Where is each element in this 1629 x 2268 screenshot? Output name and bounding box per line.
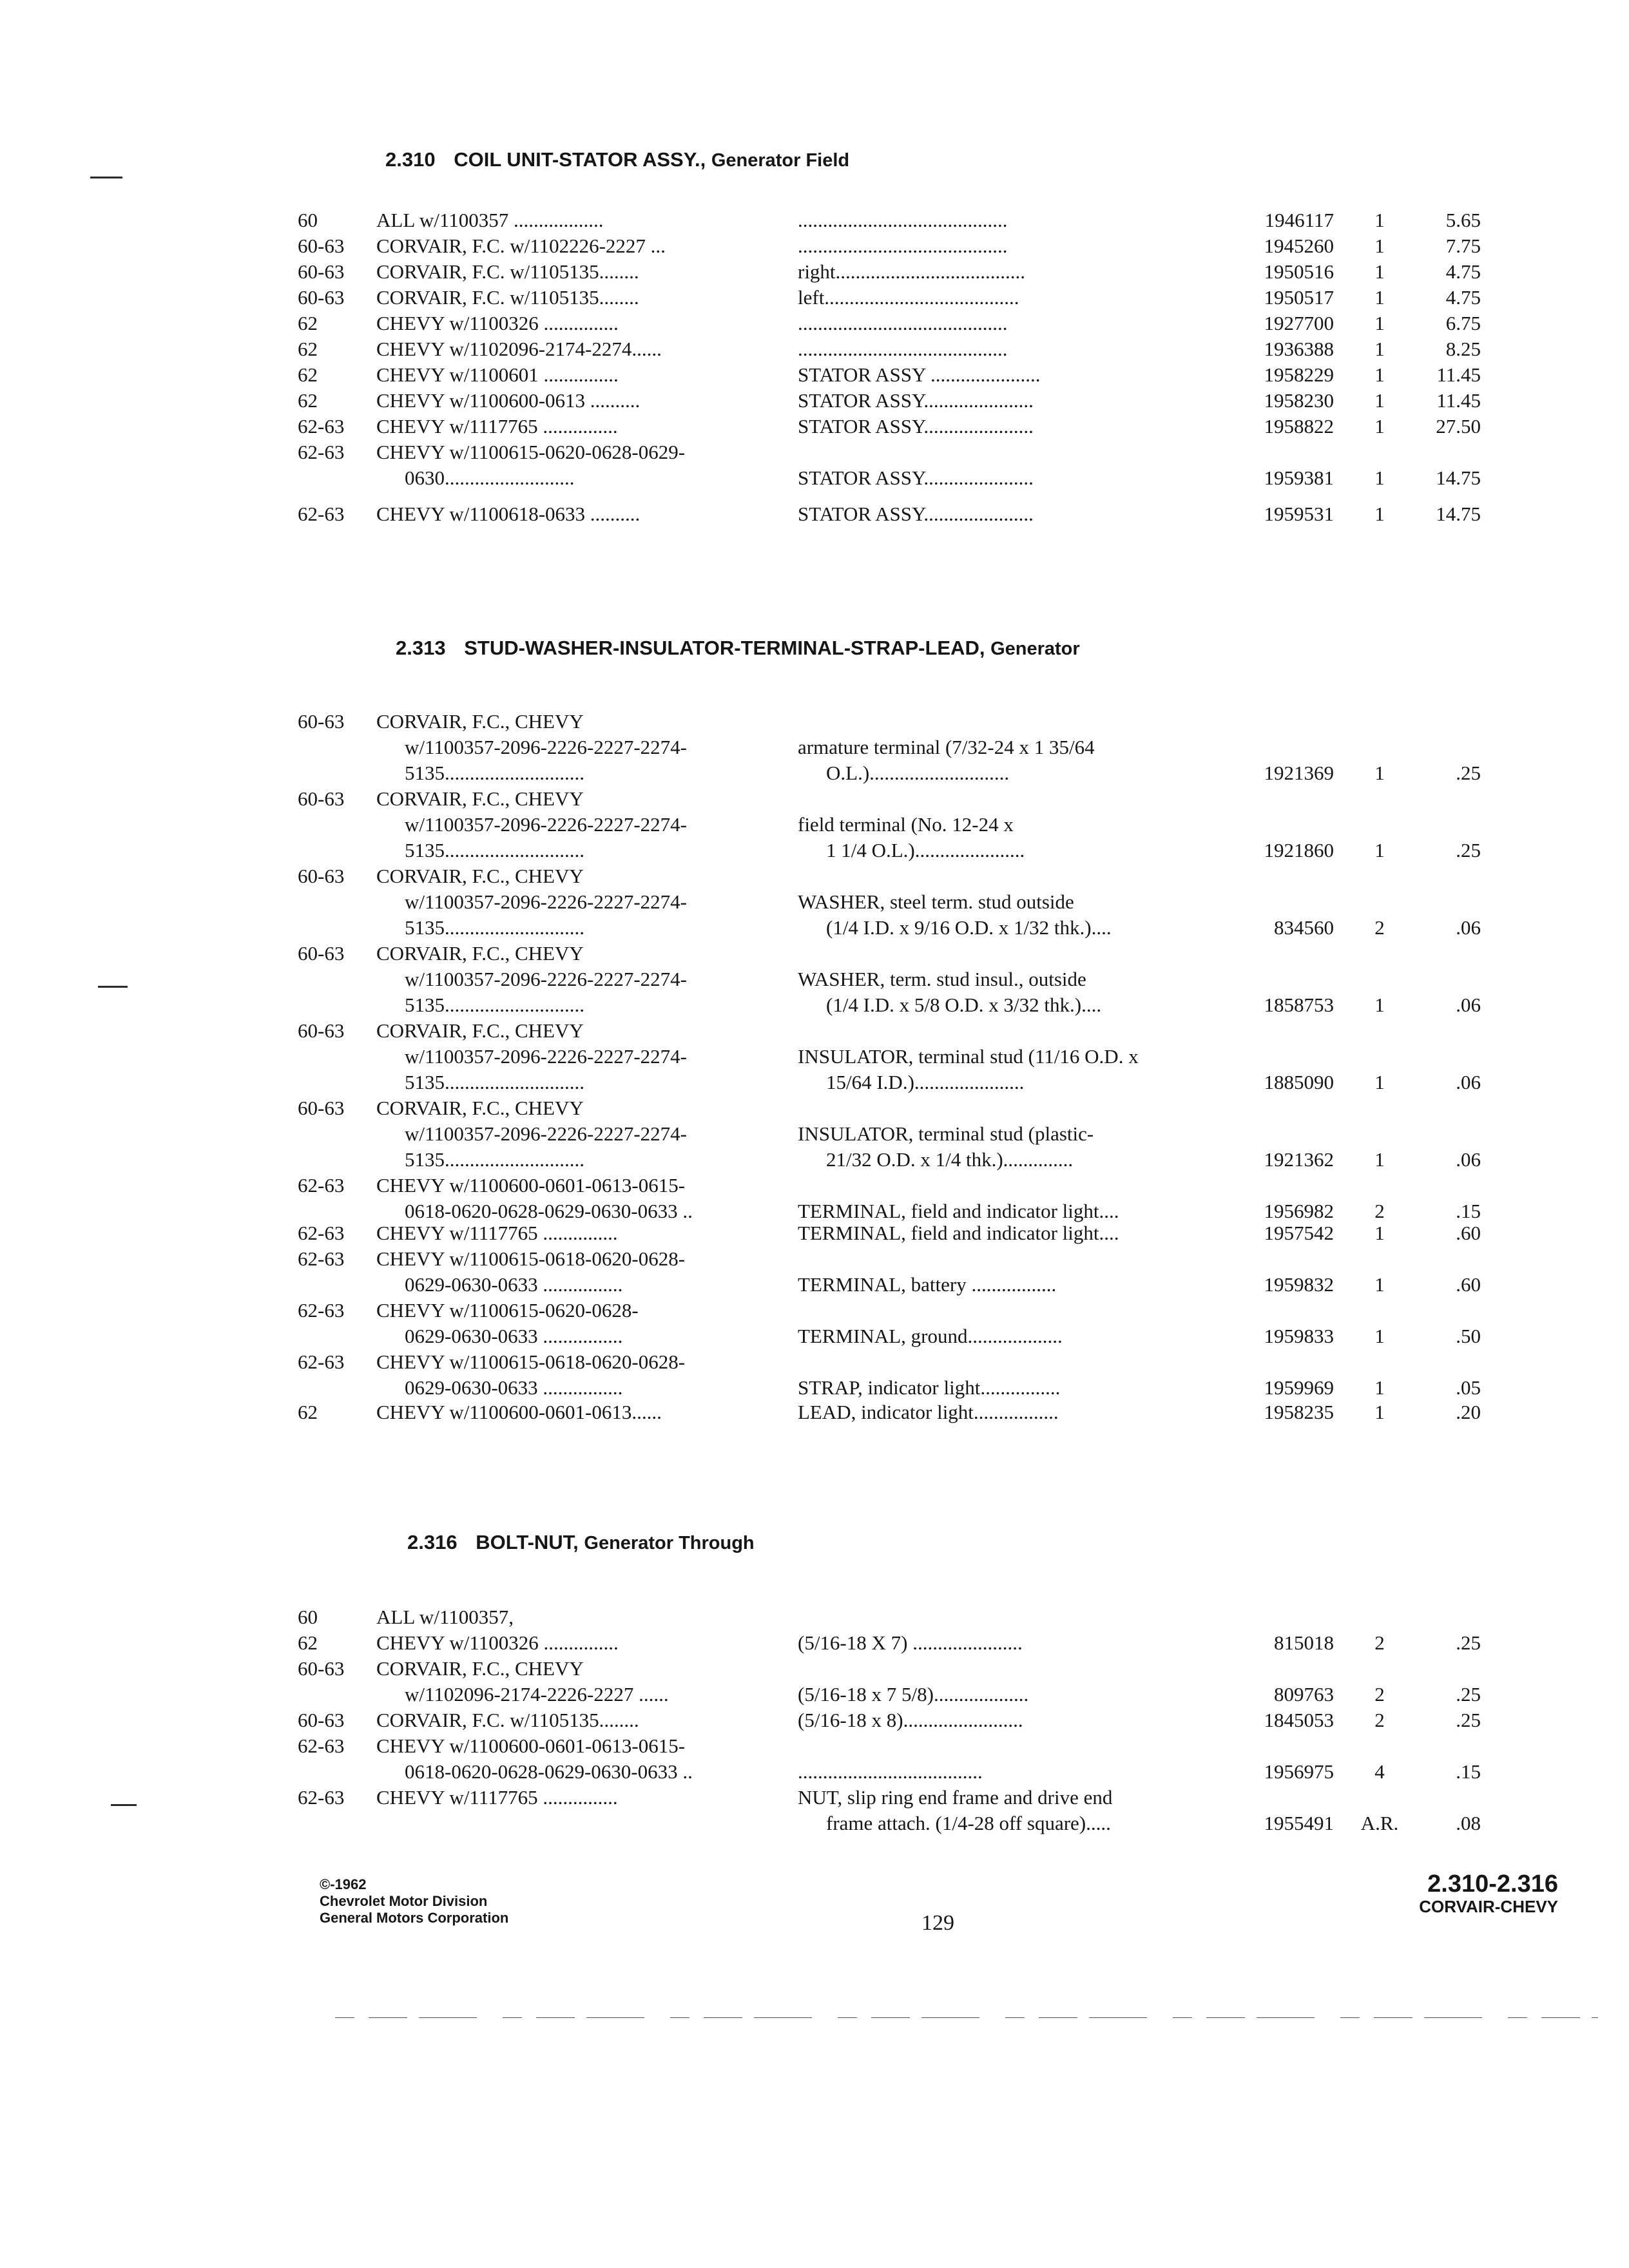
quantity: 1 bbox=[1374, 363, 1385, 386]
price: .25 bbox=[1456, 1683, 1481, 1706]
page-bottom-rule bbox=[335, 2017, 1598, 2018]
application bbox=[376, 1785, 763, 1811]
part-number: 1958822 bbox=[1264, 415, 1334, 437]
description-line: right...................................... bbox=[798, 260, 1026, 283]
application-line: w/1100357-2096-2226-2227-2274- bbox=[405, 890, 687, 913]
quantity: 1 bbox=[1374, 389, 1385, 412]
description bbox=[798, 285, 1242, 311]
margin-mark bbox=[111, 1804, 137, 1806]
application bbox=[376, 709, 763, 786]
description-line: .......................................... bbox=[798, 235, 1008, 257]
application bbox=[376, 311, 763, 336]
part-number: 1958230 bbox=[1264, 389, 1334, 412]
description bbox=[798, 812, 1242, 863]
price: .05 bbox=[1456, 1376, 1481, 1399]
model-year: 62-63 bbox=[298, 503, 345, 525]
section-number: 2.313 bbox=[396, 637, 446, 659]
description-line: 21/32 O.D. x 1/4 thk.).............. bbox=[826, 1148, 1074, 1171]
part-number: 1955491 bbox=[1264, 1812, 1334, 1834]
application bbox=[376, 1246, 763, 1298]
section-title: COIL UNIT-STATOR ASSY., bbox=[454, 148, 706, 171]
model-year: 62 bbox=[298, 389, 318, 412]
application-line: w/1100357-2096-2226-2227-2274- bbox=[405, 736, 687, 758]
application-line: CORVAIR, F.C., CHEVY bbox=[376, 865, 584, 887]
quantity: 1 bbox=[1374, 466, 1385, 489]
application bbox=[376, 1298, 763, 1349]
description-line: TERMINAL, ground................... bbox=[798, 1325, 1063, 1347]
price: .08 bbox=[1456, 1812, 1481, 1834]
price: .25 bbox=[1456, 1709, 1481, 1731]
part-number: 1927700 bbox=[1264, 312, 1334, 334]
model-year: 62-63 bbox=[298, 1350, 345, 1373]
model-year: 60 bbox=[298, 209, 318, 231]
application bbox=[376, 336, 763, 362]
price: 27.50 bbox=[1436, 415, 1481, 437]
application bbox=[376, 1095, 763, 1173]
part-number: 1950516 bbox=[1264, 260, 1334, 283]
model-year: 62 bbox=[298, 363, 318, 386]
application bbox=[376, 1656, 763, 1707]
application-line: CHEVY w/1100326 ............... bbox=[376, 1631, 619, 1654]
description-line: .......................................... bbox=[798, 338, 1008, 360]
quantity: 1 bbox=[1374, 762, 1385, 784]
quantity: 1 bbox=[1374, 415, 1385, 437]
application-line: 5135............................ bbox=[405, 1071, 584, 1093]
application bbox=[376, 1018, 763, 1095]
application-line: CHEVY w/1100600-0601-0613...... bbox=[376, 1401, 662, 1423]
application bbox=[376, 1173, 763, 1224]
description-line: (5/16-18 x 8)........................ bbox=[798, 1709, 1023, 1731]
quantity: 2 bbox=[1374, 1631, 1385, 1654]
description-line: .......................................... bbox=[798, 312, 1008, 334]
description bbox=[798, 1044, 1242, 1095]
description-line: STRAP, indicator light................ bbox=[798, 1376, 1061, 1399]
part-number: 1885090 bbox=[1264, 1071, 1334, 1093]
application bbox=[376, 1707, 763, 1733]
model-year: 60-63 bbox=[298, 235, 345, 257]
price: 11.45 bbox=[1436, 389, 1481, 412]
section-title: STUD-WASHER-INSULATOR-TERMINAL-STRAP-LEAD, bbox=[464, 637, 985, 659]
price: 7.75 bbox=[1445, 235, 1481, 257]
price: 11.45 bbox=[1436, 363, 1481, 386]
application bbox=[376, 1220, 763, 1246]
application-line: CHEVY w/1100600-0613 .......... bbox=[376, 389, 641, 412]
description-line: 1 1/4 O.L.)...................... bbox=[826, 839, 1025, 861]
description-line: (1/4 I.D. x 5/8 O.D. x 3/32 thk.).... bbox=[826, 994, 1102, 1016]
part-number: 815018 bbox=[1274, 1631, 1334, 1654]
description-line: STATOR ASSY...................... bbox=[798, 389, 1034, 412]
description bbox=[798, 1630, 1242, 1656]
price: 4.75 bbox=[1445, 286, 1481, 309]
application bbox=[376, 1349, 763, 1401]
price: .20 bbox=[1456, 1401, 1481, 1423]
application-line: CORVAIR, F.C., CHEVY bbox=[376, 1097, 584, 1119]
quantity: A.R. bbox=[1360, 1812, 1399, 1834]
description-line: STATOR ASSY...................... bbox=[798, 415, 1034, 437]
price: .06 bbox=[1456, 1148, 1481, 1171]
description-line: frame attach. (1/4-28 off square)..... bbox=[826, 1812, 1111, 1834]
description bbox=[798, 1604, 1242, 1630]
model-year: 60-63 bbox=[298, 1657, 345, 1680]
price: .06 bbox=[1456, 916, 1481, 939]
model-year: 60 bbox=[298, 1606, 318, 1628]
model-year: 62 bbox=[298, 312, 318, 334]
application-line: 5135............................ bbox=[405, 1148, 584, 1171]
application bbox=[376, 439, 763, 491]
description bbox=[798, 388, 1242, 414]
quantity: 1 bbox=[1374, 286, 1385, 309]
application bbox=[376, 941, 763, 1018]
price: .25 bbox=[1456, 839, 1481, 861]
application-line: CHEVY w/1117765 ............... bbox=[376, 1786, 618, 1809]
price: 14.75 bbox=[1436, 503, 1481, 525]
application bbox=[376, 1399, 763, 1425]
vehicle-line: CORVAIR-CHEVY bbox=[1419, 1897, 1558, 1916]
part-number: 809763 bbox=[1274, 1683, 1334, 1706]
footer-section-info bbox=[1419, 1871, 1558, 1916]
description bbox=[798, 1272, 1242, 1298]
price: 5.65 bbox=[1445, 209, 1481, 231]
section-heading bbox=[396, 637, 1080, 660]
application-line: CHEVY w/1100601 ............... bbox=[376, 363, 619, 386]
section-heading bbox=[385, 148, 849, 171]
copyright-text: ©-1962 bbox=[320, 1876, 367, 1892]
model-year: 60-63 bbox=[298, 865, 345, 887]
application bbox=[376, 501, 763, 527]
application-line: CHEVY w/1100615-0618-0620-0628- bbox=[376, 1350, 686, 1373]
section-heading bbox=[407, 1531, 755, 1554]
quantity bbox=[1351, 1604, 1409, 1630]
description bbox=[798, 1707, 1242, 1733]
application-line: w/1100357-2096-2226-2227-2274- bbox=[405, 1045, 687, 1068]
description-line: field terminal (No. 12-24 x bbox=[798, 813, 1014, 836]
application-line: 0629-0630-0633 ................ bbox=[405, 1376, 623, 1399]
part-number: 1921362 bbox=[1264, 1148, 1334, 1171]
description-line: .......................................... bbox=[798, 209, 1008, 231]
model-year: 60-63 bbox=[298, 710, 345, 733]
corporation-text: General Motors Corporation bbox=[320, 1910, 509, 1926]
description-line: NUT, slip ring end frame and drive end bbox=[798, 1786, 1113, 1809]
description bbox=[798, 735, 1242, 786]
application bbox=[376, 388, 763, 414]
model-year: 62-63 bbox=[298, 415, 345, 437]
application-line: CORVAIR, F.C., CHEVY bbox=[376, 787, 584, 810]
description bbox=[798, 259, 1242, 285]
model-year: 62 bbox=[298, 1631, 318, 1654]
application-line: CHEVY w/1100600-0601-0613-0615- bbox=[376, 1735, 686, 1757]
application-line: CHEVY w/1100326 ............... bbox=[376, 312, 619, 334]
section-subtitle: Generator Through bbox=[584, 1533, 755, 1553]
price: 8.25 bbox=[1445, 338, 1481, 360]
price: .06 bbox=[1456, 994, 1481, 1016]
application-line: CORVAIR, F.C., CHEVY bbox=[376, 942, 584, 965]
quantity: 1 bbox=[1374, 1325, 1385, 1347]
quantity: 1 bbox=[1374, 1222, 1385, 1244]
application-line: CORVAIR, F.C. w/1105135........ bbox=[376, 260, 639, 283]
application bbox=[376, 285, 763, 311]
description-line bbox=[798, 1604, 1242, 1630]
part-number: 1921860 bbox=[1264, 839, 1334, 861]
model-year: 62 bbox=[298, 1401, 318, 1423]
section-subtitle: Generator bbox=[990, 639, 1080, 659]
application-line: ALL w/1100357, bbox=[376, 1606, 514, 1628]
model-year: 62-63 bbox=[298, 1247, 345, 1270]
application-line: CHEVY w/1117765 ............... bbox=[376, 415, 618, 437]
part-number: 1959833 bbox=[1264, 1325, 1334, 1347]
quantity: 2 bbox=[1374, 1709, 1385, 1731]
quantity: 1 bbox=[1374, 1401, 1385, 1423]
description-line: 15/64 I.D.)...................... bbox=[826, 1071, 1025, 1093]
part-number: 1945260 bbox=[1264, 235, 1334, 257]
description-line: INSULATOR, terminal stud (11/16 O.D. x bbox=[798, 1045, 1139, 1068]
description bbox=[798, 1375, 1242, 1401]
part-number bbox=[1231, 1604, 1334, 1630]
application-line: 0618-0620-0628-0629-0630-0633 .. bbox=[405, 1760, 693, 1783]
quantity: 1 bbox=[1374, 1071, 1385, 1093]
description-line: ..................................... bbox=[798, 1760, 983, 1783]
model-year: 60-63 bbox=[298, 787, 345, 810]
description bbox=[798, 1220, 1242, 1246]
price: .25 bbox=[1456, 1631, 1481, 1654]
description-line: TERMINAL, field and indicator light.... bbox=[798, 1222, 1119, 1244]
quantity: 1 bbox=[1374, 994, 1385, 1016]
quantity: 1 bbox=[1374, 503, 1385, 525]
application-line: 5135............................ bbox=[405, 916, 584, 939]
quantity: 1 bbox=[1374, 312, 1385, 334]
part-number: 1956982 bbox=[1264, 1200, 1334, 1222]
part-number: 1950517 bbox=[1264, 286, 1334, 309]
description-line: LEAD, indicator light................. bbox=[798, 1401, 1059, 1423]
application-line: CHEVY w/1117765 ............... bbox=[376, 1222, 618, 1244]
description bbox=[798, 1121, 1242, 1173]
page-number: 129 bbox=[921, 1911, 954, 1935]
application bbox=[376, 863, 763, 941]
application-line: 5135............................ bbox=[405, 839, 584, 861]
price: .25 bbox=[1456, 762, 1481, 784]
application-line: 0629-0630-0633 ................ bbox=[405, 1273, 623, 1296]
description bbox=[798, 889, 1242, 941]
part-number: 1858753 bbox=[1264, 994, 1334, 1016]
quantity: 2 bbox=[1374, 916, 1385, 939]
part-number: 1936388 bbox=[1264, 338, 1334, 360]
quantity: 1 bbox=[1374, 209, 1385, 231]
description bbox=[798, 414, 1242, 439]
description bbox=[798, 1759, 1242, 1785]
quantity: 1 bbox=[1374, 1148, 1385, 1171]
model-year: 60-63 bbox=[298, 260, 345, 283]
section-range: 2.310-2.316 bbox=[1427, 1870, 1558, 1898]
quantity: 4 bbox=[1374, 1760, 1385, 1783]
application-line: CORVAIR, F.C. w/1105135........ bbox=[376, 1709, 639, 1731]
model-year: 62-63 bbox=[298, 441, 345, 463]
model-year: 60-63 bbox=[298, 286, 345, 309]
part-number: 1959531 bbox=[1264, 503, 1334, 525]
price: .50 bbox=[1456, 1325, 1481, 1347]
description-line: TERMINAL, battery ................. bbox=[798, 1273, 1057, 1296]
price: .60 bbox=[1456, 1273, 1481, 1296]
part-number: 1921369 bbox=[1264, 762, 1334, 784]
application-line: CORVAIR, F.C., CHEVY bbox=[376, 1019, 584, 1042]
description-line: TERMINAL, field and indicator light.... bbox=[798, 1200, 1119, 1222]
application-line: w/1100357-2096-2226-2227-2274- bbox=[405, 968, 687, 990]
application-line: 0618-0620-0628-0629-0630-0633 .. bbox=[405, 1200, 693, 1222]
application-line: CHEVY w/1100615-0618-0620-0628- bbox=[376, 1247, 686, 1270]
section-title: BOLT-NUT, bbox=[476, 1531, 579, 1553]
application bbox=[376, 1733, 763, 1785]
application-line: CORVAIR, F.C., CHEVY bbox=[376, 710, 584, 733]
application-line: 0629-0630-0633 ................ bbox=[405, 1325, 623, 1347]
description bbox=[798, 233, 1242, 259]
application-line: CHEVY w/1100615-0620-0628-0629- bbox=[376, 441, 686, 463]
section-number: 2.316 bbox=[407, 1531, 458, 1553]
part-number: 1959969 bbox=[1264, 1376, 1334, 1399]
description bbox=[798, 1399, 1242, 1425]
application-line: CORVAIR, F.C., CHEVY bbox=[376, 1657, 584, 1680]
section-number: 2.310 bbox=[385, 148, 436, 171]
part-number: 1957542 bbox=[1264, 1222, 1334, 1244]
description-line: INSULATOR, terminal stud (plastic- bbox=[798, 1122, 1094, 1145]
application-line: CHEVY w/1100618-0633 .......... bbox=[376, 503, 641, 525]
description bbox=[798, 1785, 1242, 1836]
model-year: 62-63 bbox=[298, 1299, 345, 1321]
description-line: (1/4 I.D. x 9/16 O.D. x 1/32 thk.).... bbox=[826, 916, 1112, 939]
margin-mark bbox=[90, 177, 122, 178]
quantity: 2 bbox=[1374, 1683, 1385, 1706]
price: .15 bbox=[1456, 1200, 1481, 1222]
application-line: 0630.......................... bbox=[405, 466, 575, 489]
model-year: 62-63 bbox=[298, 1174, 345, 1196]
quantity: 1 bbox=[1374, 1273, 1385, 1296]
description-line: (5/16-18 x 7 5/8)................... bbox=[798, 1683, 1029, 1706]
section-subtitle: Generator Field bbox=[711, 150, 850, 171]
description bbox=[798, 501, 1242, 527]
application bbox=[376, 233, 763, 259]
application-line: w/1100357-2096-2226-2227-2274- bbox=[405, 813, 687, 836]
margin-mark bbox=[98, 986, 128, 988]
description bbox=[798, 362, 1242, 388]
quantity: 2 bbox=[1374, 1200, 1385, 1222]
description-line: left....................................... bbox=[798, 286, 1019, 309]
part-number: 1956975 bbox=[1264, 1760, 1334, 1783]
application bbox=[376, 362, 763, 388]
part-number: 1958229 bbox=[1264, 363, 1334, 386]
part-number: 1845053 bbox=[1264, 1709, 1334, 1731]
model-year: 62 bbox=[298, 338, 318, 360]
footer-publisher bbox=[320, 1876, 508, 1927]
model-year: 62-63 bbox=[298, 1786, 345, 1809]
quantity: 1 bbox=[1374, 839, 1385, 861]
part-number: 1959832 bbox=[1264, 1273, 1334, 1296]
application bbox=[376, 207, 763, 233]
quantity: 1 bbox=[1374, 260, 1385, 283]
application bbox=[376, 414, 763, 439]
description-line: (5/16-18 X 7) ...................... bbox=[798, 1631, 1023, 1654]
part-number: 834560 bbox=[1274, 916, 1334, 939]
description bbox=[798, 1682, 1242, 1707]
application-line: w/1100357-2096-2226-2227-2274- bbox=[405, 1122, 687, 1145]
model-year: 60-63 bbox=[298, 1097, 345, 1119]
application-line: CHEVY w/1100615-0620-0628- bbox=[376, 1299, 639, 1321]
application bbox=[376, 259, 763, 285]
model-year: 60-63 bbox=[298, 1709, 345, 1731]
description bbox=[798, 336, 1242, 362]
model-year: 62-63 bbox=[298, 1735, 345, 1757]
quantity: 1 bbox=[1374, 235, 1385, 257]
application bbox=[376, 1630, 763, 1656]
description bbox=[798, 465, 1242, 491]
model-year: 60-63 bbox=[298, 1019, 345, 1042]
model-year: 60-63 bbox=[298, 942, 345, 965]
application-line: 5135............................ bbox=[405, 994, 584, 1016]
price: .06 bbox=[1456, 1071, 1481, 1093]
price: 14.75 bbox=[1436, 466, 1481, 489]
application-line: CHEVY w/1102096-2174-2274...... bbox=[376, 338, 662, 360]
division-text: Chevrolet Motor Division bbox=[320, 1893, 488, 1909]
application-line: CORVAIR, F.C. w/1105135........ bbox=[376, 286, 639, 309]
application-line: CORVAIR, F.C. w/1102226-2227 ... bbox=[376, 235, 666, 257]
part-number: 1946117 bbox=[1264, 209, 1334, 231]
description bbox=[798, 207, 1242, 233]
application-line: 5135............................ bbox=[405, 762, 584, 784]
part-number: 1959381 bbox=[1264, 466, 1334, 489]
description-line: STATOR ASSY...................... bbox=[798, 503, 1034, 525]
application bbox=[376, 786, 763, 863]
description-line: O.L.)............................ bbox=[826, 762, 1010, 784]
application-line: CHEVY w/1100600-0601-0613-0615- bbox=[376, 1174, 686, 1196]
price: .60 bbox=[1456, 1222, 1481, 1244]
description-line: STATOR ASSY ...................... bbox=[798, 363, 1041, 386]
description-line: WASHER, steel term. stud outside bbox=[798, 890, 1074, 913]
price bbox=[1403, 1604, 1481, 1630]
quantity: 1 bbox=[1374, 1376, 1385, 1399]
description bbox=[798, 966, 1242, 1018]
description-line: armature terminal (7/32-24 x 1 35/64 bbox=[798, 736, 1095, 758]
application-line: ALL w/1100357 .................. bbox=[376, 209, 604, 231]
description-line: STATOR ASSY...................... bbox=[798, 466, 1034, 489]
application-line: w/1102096-2174-2226-2227 ...... bbox=[405, 1683, 669, 1706]
description-line: WASHER, term. stud insul., outside bbox=[798, 968, 1086, 990]
model-year: 62-63 bbox=[298, 1222, 345, 1244]
application bbox=[376, 1604, 763, 1630]
part-number: 1958235 bbox=[1264, 1401, 1334, 1423]
description bbox=[798, 311, 1242, 336]
price: 6.75 bbox=[1445, 312, 1481, 334]
quantity: 1 bbox=[1374, 338, 1385, 360]
description bbox=[798, 1323, 1242, 1349]
price: 4.75 bbox=[1445, 260, 1481, 283]
price: .15 bbox=[1456, 1760, 1481, 1783]
